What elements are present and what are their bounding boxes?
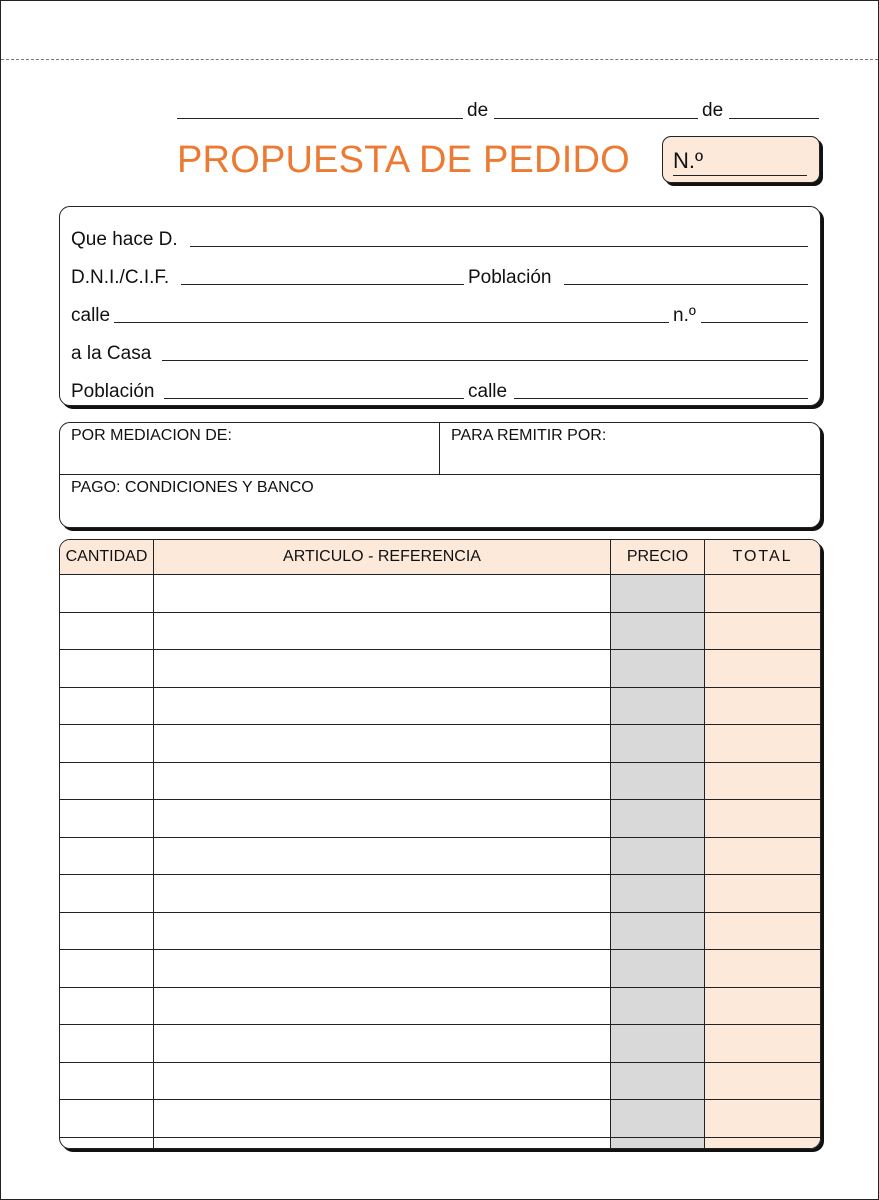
table-row	[60, 688, 820, 726]
que-hace-label: Que hace D.	[71, 229, 178, 250]
calle-2-field[interactable]	[514, 398, 808, 399]
table-row	[60, 800, 820, 838]
articulo-cell[interactable]	[154, 988, 611, 1026]
cantidad-cell[interactable]	[60, 650, 154, 688]
total-cell[interactable]	[705, 725, 820, 763]
table-row	[60, 1025, 820, 1063]
precio-cell[interactable]	[611, 875, 705, 913]
precio-cell[interactable]	[611, 725, 705, 763]
table-row	[60, 1100, 820, 1138]
total-cell[interactable]	[705, 1063, 820, 1101]
precio-cell[interactable]	[611, 800, 705, 838]
cantidad-cell[interactable]	[60, 575, 154, 613]
total-cell[interactable]	[705, 763, 820, 801]
articulo-cell[interactable]	[154, 950, 611, 988]
calle-2-label: calle	[468, 381, 508, 402]
table-row	[60, 650, 820, 688]
table-row	[60, 838, 820, 876]
precio-cell[interactable]	[611, 1100, 705, 1138]
articulo-cell[interactable]	[154, 650, 611, 688]
que-hace-field[interactable]	[190, 246, 808, 247]
table-header-row	[60, 540, 820, 575]
precio-cell[interactable]	[611, 763, 705, 801]
articulo-cell[interactable]	[154, 1025, 611, 1063]
cantidad-cell[interactable]	[60, 1063, 154, 1101]
table-row	[60, 950, 820, 988]
col-articulo: ARTICULO - REFERENCIA	[154, 540, 611, 575]
precio-cell[interactable]	[611, 950, 705, 988]
cantidad-cell[interactable]	[60, 950, 154, 988]
total-cell[interactable]	[705, 575, 820, 613]
total-cell[interactable]	[705, 875, 820, 913]
table-row	[60, 988, 820, 1026]
mediacion-label: POR MEDIACION DE:	[71, 427, 232, 444]
precio-cell[interactable]	[611, 575, 705, 613]
cantidad-cell[interactable]	[60, 1138, 154, 1148]
total-cell[interactable]	[705, 688, 820, 726]
precio-cell[interactable]	[611, 688, 705, 726]
date-de-label-2: de	[702, 100, 724, 121]
precio-cell[interactable]	[611, 838, 705, 876]
precio-cell[interactable]	[611, 1025, 705, 1063]
table-row	[60, 725, 820, 763]
cantidad-cell[interactable]	[60, 763, 154, 801]
poblacion-2-label: Población	[71, 381, 155, 402]
articulo-cell[interactable]	[154, 800, 611, 838]
perforation-line	[1, 59, 878, 60]
precio-cell[interactable]	[611, 613, 705, 651]
articulo-cell[interactable]	[154, 1100, 611, 1138]
table-row	[60, 763, 820, 801]
a-la-casa-label: a la Casa	[71, 343, 152, 364]
articulo-cell[interactable]	[154, 688, 611, 726]
total-cell[interactable]	[705, 1025, 820, 1063]
shipping-panel	[59, 422, 821, 528]
items-table	[59, 539, 821, 1149]
precio-cell[interactable]	[611, 988, 705, 1026]
precio-cell[interactable]	[611, 1138, 705, 1148]
col-precio: PRECIO	[611, 540, 705, 575]
poblacion-2-field[interactable]	[164, 398, 464, 399]
total-cell[interactable]	[705, 800, 820, 838]
form-title: PROPUESTA DE PEDIDO	[177, 139, 630, 181]
table-row	[60, 613, 820, 651]
numero-label: n.º	[673, 305, 696, 326]
total-cell[interactable]	[705, 613, 820, 651]
pago-label: PAGO: CONDICIONES Y BANCO	[71, 479, 314, 496]
precio-cell[interactable]	[611, 913, 705, 951]
table-row	[60, 1138, 820, 1148]
cantidad-cell[interactable]	[60, 1025, 154, 1063]
cantidad-cell[interactable]	[60, 800, 154, 838]
articulo-cell[interactable]	[154, 575, 611, 613]
table-row	[60, 913, 820, 951]
a-la-casa-field[interactable]	[162, 360, 808, 361]
articulo-cell[interactable]	[154, 1138, 611, 1148]
precio-cell[interactable]	[611, 650, 705, 688]
remitir-label: PARA REMITIR POR:	[451, 427, 607, 444]
table-body	[60, 575, 820, 1148]
cantidad-cell[interactable]	[60, 688, 154, 726]
calle-field[interactable]	[114, 322, 669, 323]
order-number-label: N.º	[673, 148, 704, 173]
numero-field[interactable]	[701, 322, 808, 323]
table-row	[60, 575, 820, 613]
col-cantidad: CANTIDAD	[60, 540, 154, 575]
date-month-line[interactable]	[494, 118, 698, 119]
total-cell[interactable]	[705, 1100, 820, 1138]
total-cell[interactable]	[705, 838, 820, 876]
precio-cell[interactable]	[611, 1063, 705, 1101]
cantidad-cell[interactable]	[60, 838, 154, 876]
date-year-line[interactable]	[729, 118, 819, 119]
articulo-cell[interactable]	[154, 913, 611, 951]
shipping-divider-h	[60, 474, 820, 475]
articulo-cell[interactable]	[154, 1063, 611, 1101]
total-cell[interactable]	[705, 950, 820, 988]
date-de-label-1: de	[467, 100, 489, 121]
cantidad-cell[interactable]	[60, 1100, 154, 1138]
cantidad-cell[interactable]	[60, 725, 154, 763]
col-total: TOTAL	[705, 540, 820, 575]
articulo-cell[interactable]	[154, 725, 611, 763]
dni-label: D.N.I./C.I.F.	[71, 267, 170, 288]
cantidad-cell[interactable]	[60, 913, 154, 951]
articulo-cell[interactable]	[154, 763, 611, 801]
total-cell[interactable]	[705, 1138, 820, 1148]
articulo-cell[interactable]	[154, 875, 611, 913]
shipping-divider-v	[439, 423, 440, 475]
articulo-cell[interactable]	[154, 613, 611, 651]
order-number-line[interactable]	[673, 175, 807, 176]
total-cell[interactable]	[705, 650, 820, 688]
total-cell[interactable]	[705, 988, 820, 1026]
cantidad-cell[interactable]	[60, 875, 154, 913]
cantidad-cell[interactable]	[60, 613, 154, 651]
date-day-line[interactable]	[177, 118, 463, 119]
cantidad-cell[interactable]	[60, 988, 154, 1026]
poblacion-label: Población	[468, 267, 552, 288]
calle-label: calle	[71, 305, 111, 326]
order-number-box[interactable]	[662, 136, 820, 183]
dni-field[interactable]	[181, 284, 464, 285]
articulo-cell[interactable]	[154, 838, 611, 876]
poblacion-field[interactable]	[564, 284, 808, 285]
total-cell[interactable]	[705, 913, 820, 951]
table-row	[60, 875, 820, 913]
table-row	[60, 1063, 820, 1101]
